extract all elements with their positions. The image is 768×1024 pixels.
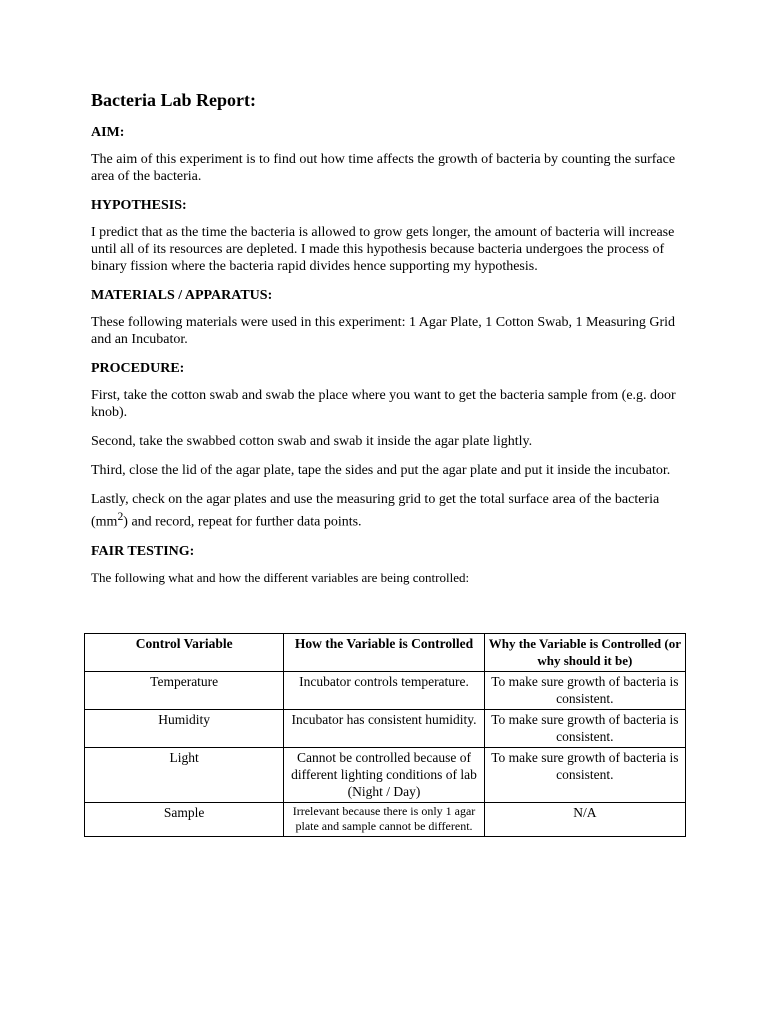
procedure-step-4-after: ) and record, repeat for further data points. [123,514,362,530]
cell-how: Irrelevant because there is only 1 agar plate and sample cannot be different. [284,803,484,837]
fair-testing-intro: The following what and how the different variables are being controlled: [91,569,470,585]
fair-testing-heading: FAIR TESTING: [91,543,195,559]
cell-variable: Light [85,748,284,803]
cell-variable: Temperature [85,672,284,710]
table-row [85,672,686,710]
procedure-step-2: Second, take the swabbed cotton swab and swab it inside the agar plate lightly. [91,434,533,449]
cell-variable: Sample [85,803,284,837]
cell-how: Incubator has consistent humidity. [284,710,484,748]
table-row [85,748,686,803]
cell-variable: Humidity [85,710,284,748]
procedure-step-4 [91,491,681,531]
cell-why: To make sure growth of bacteria is consistent. [484,748,685,803]
table-row [85,710,686,748]
cell-why: To make sure growth of bacteria is consistent. [484,672,685,710]
table-row [85,803,686,837]
report-page [91,88,691,599]
cell-how: Incubator controls temperature. [284,672,484,710]
table-header-row [85,634,686,672]
procedure-step-4-before: Lastly, check on the agar plates and use the measuring grid to get the total surface area of the bacteria (mm [91,492,660,530]
header-how-controlled: How the Variable is Controlled [284,634,484,672]
cell-why: N/A [484,803,685,837]
cell-how: Cannot be controlled because of different lighting conditions of lab (Night / Day) [284,748,484,803]
cell-why: To make sure growth of bacteria is consistent. [484,710,685,748]
hypothesis-heading: HYPOTHESIS: [91,198,187,213]
materials-heading: MATERIALS / APPARATUS: [91,288,273,303]
report-title: Bacteria Lab Report: [91,90,256,110]
aim-text: The aim of this experiment is to find out how time affects the growth of bacteria by counting the surface area of the bacteria. [91,152,676,184]
procedure-step-3: Third, close the lid of the agar plate, tape the sides and put the agar plate and put it inside the incubator. [91,463,671,478]
materials-text: These following materials were used in this experiment: 1 Agar Plate, 1 Cotton Swab, 1 Measuring Grid and an Incubator. [91,315,675,347]
procedure-heading: PROCEDURE: [91,361,185,376]
procedure-step-1: First, take the cotton swab and swab the place where you want to get the bacteria sample from (e.g. door knob). [91,388,676,420]
header-why-controlled: Why the Variable is Controlled (or why should it be) [484,634,685,672]
procedure-step-4-sup: 2 [117,510,124,523]
control-variables-table [84,633,686,837]
aim-heading: AIM: [91,125,125,140]
hypothesis-text: I predict that as the time the bacteria is allowed to grow gets longer, the amount of bacteria will increase until all of its resources are depleted. I made this hypothesis because bacteria undergoes the process of binary fission where the bacteria rapid divides hence supporting my hypothesis. [91,225,675,274]
header-control-variable: Control Variable [85,634,284,672]
